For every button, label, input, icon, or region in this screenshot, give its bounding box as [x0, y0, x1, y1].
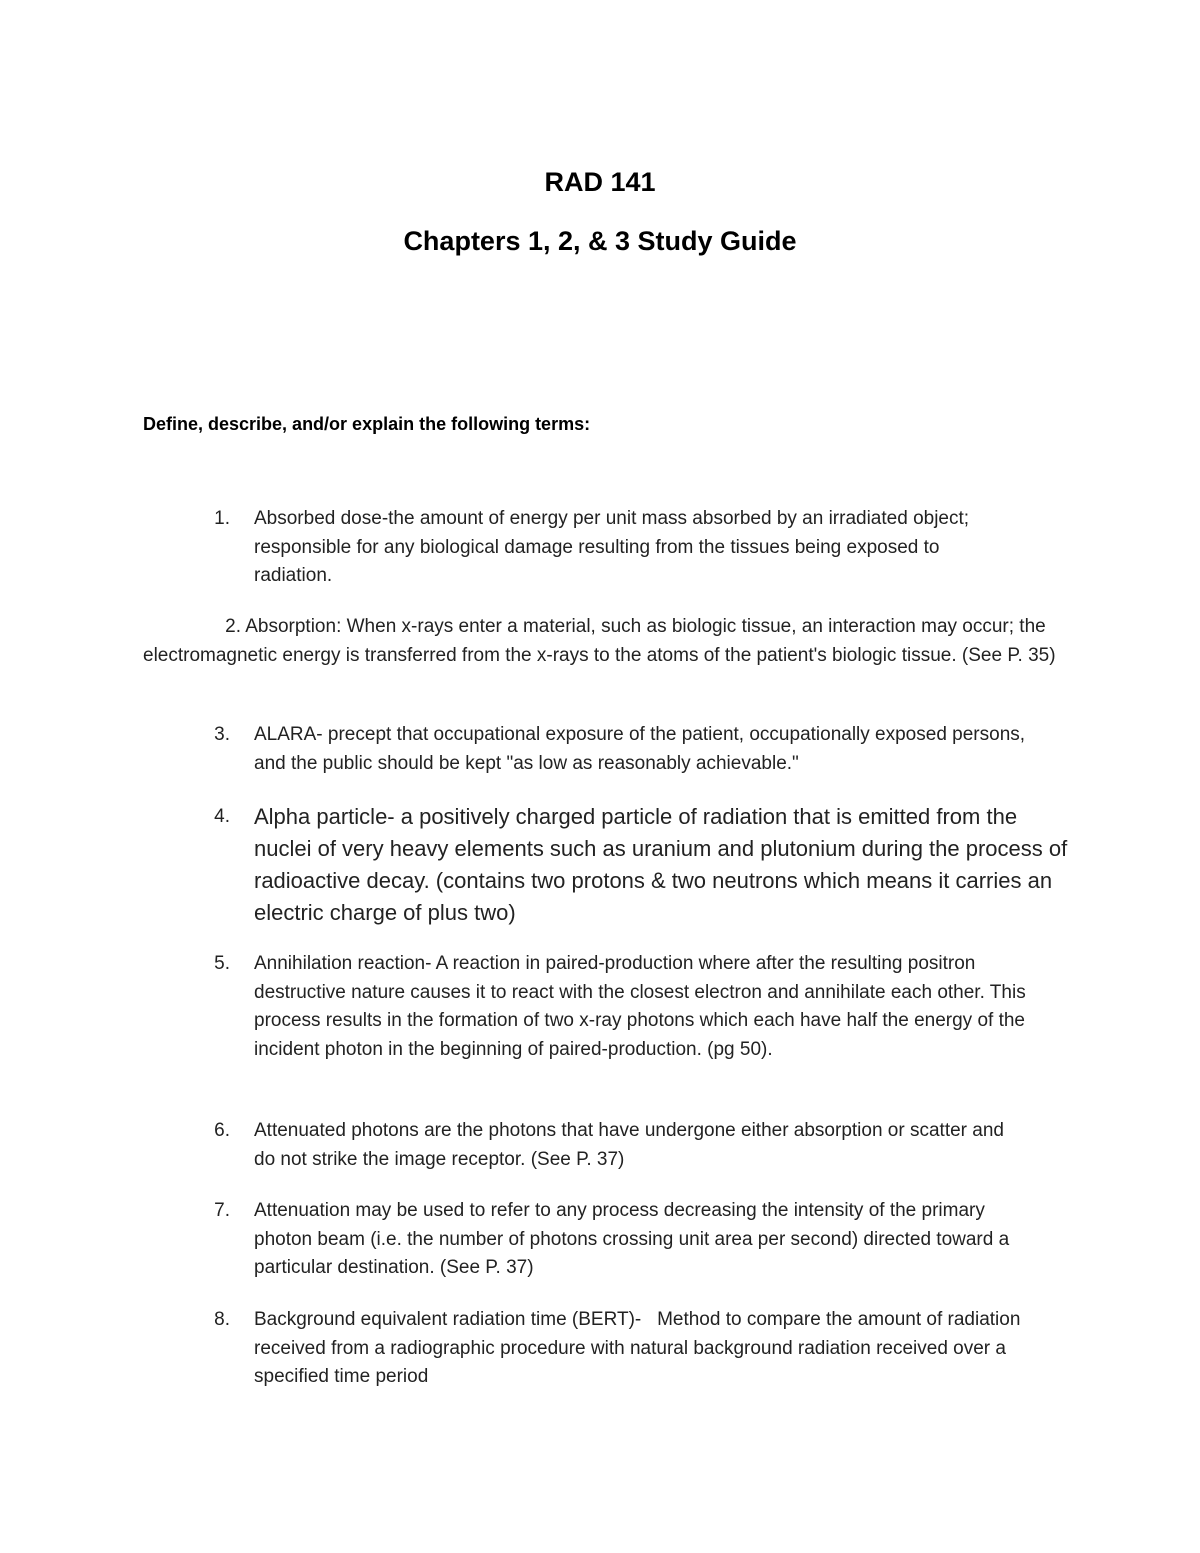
item-text: Attenuated photons are the photons that have undergone either absorption or scatter and do not strike the image receptor. (See P. 37)	[254, 1120, 1004, 1170]
instructions-heading: Define, describe, and/or explain the following terms:	[143, 414, 591, 434]
item-text: Attenuation may be used to refer to any process decreasing the intensity of the primary photon beam (i.e. the number of photons crossing unit area per second) directed toward a particular destination. (See P. 37)	[254, 1200, 1010, 1278]
item-text: Annihilation reaction- A reaction in paired-production where after the resulting positron destructive nature causes it to react with the closest electron and annihilate each other. This process results in the formation of two x-ray photons which each have half the energy of the incident photon in the beginning of paired-production. (pg 50).	[254, 953, 1026, 1060]
list-item-2	[143, 613, 1073, 670]
item-text: Alpha particle- a positively charged particle of radiation that is emitted from the nuclei of very heavy elements such as uranium and plutonium during the process of radioactive decay. (contains two protons & two neutrons which means it carries an electric charge of plus two)	[254, 804, 1068, 925]
item-number: 3.	[214, 724, 230, 745]
course-title: RAD 141	[544, 167, 656, 197]
item-number: 2.	[225, 616, 241, 637]
list-item-8	[0, 1306, 1200, 1392]
item-text: Absorption: When x-rays enter a material, such as biologic tissue, an interaction may occur; the electromagnetic energy is transferred from the x-rays to the atoms of the patient's biologic tissue. (See P. 35)	[143, 616, 1056, 666]
item-number: 5.	[214, 953, 230, 974]
study-guide-title: Chapters 1, 2, & 3 Study Guide	[403, 226, 797, 256]
list-item-3	[0, 721, 1200, 779]
item-number: 8.	[214, 1309, 230, 1330]
item-text: Absorbed dose-the amount of energy per unit mass absorbed by an irradiated object; responsible for any biological damage resulting from the tissues being exposed to radiation.	[254, 508, 970, 586]
list-item-1	[0, 505, 1200, 591]
list-item-5	[0, 950, 1200, 1093]
list-item-6	[0, 1117, 1200, 1175]
item-number: 1.	[214, 508, 230, 529]
item-text: ALARA- precept that occupational exposure of the patient, occupationally exposed persons, and the public should be kept "as low as reasonably achievable."	[254, 724, 1026, 774]
item-number: 6.	[214, 1120, 230, 1141]
list-item-4	[0, 801, 1200, 929]
item-number: 4.	[214, 806, 230, 827]
item-text: Background equivalent radiation time (BERT)- Method to compare the amount of radiation received from a radiographic procedure with natural background radiation received over a specified time period	[254, 1309, 1026, 1387]
item-number: 7.	[214, 1200, 230, 1221]
list-item-7	[0, 1197, 1200, 1283]
